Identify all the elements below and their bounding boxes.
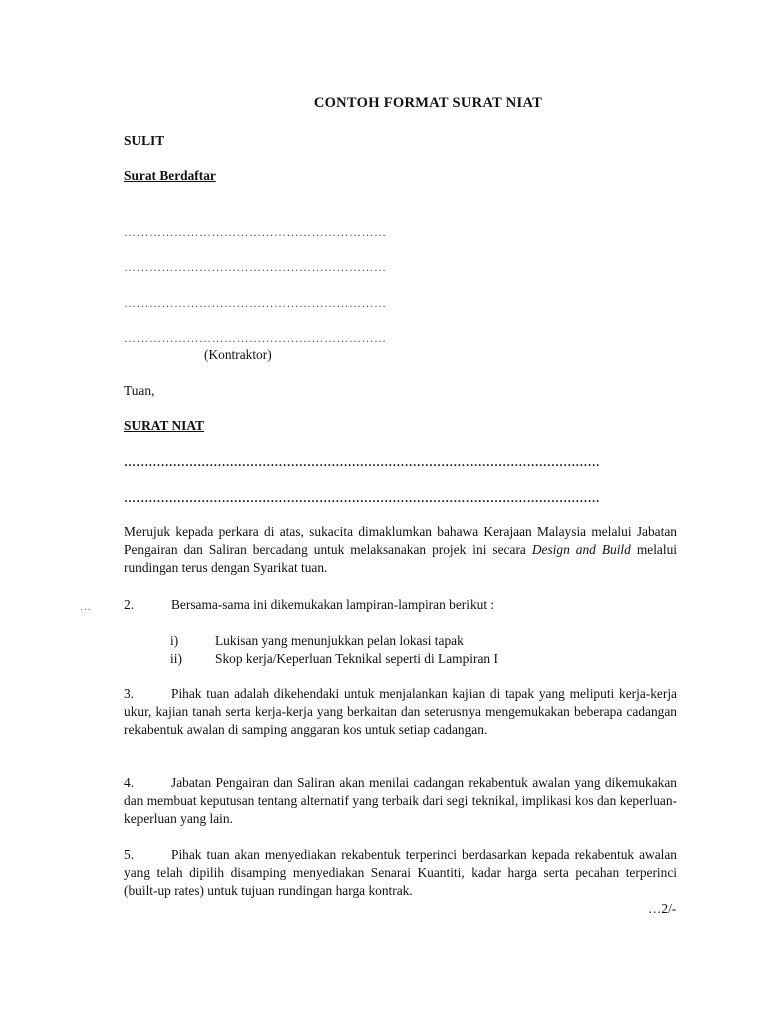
list-item-number: i) xyxy=(170,633,179,648)
para3-text: Pihak tuan adalah dikehendaki untuk menjalankan kajian di tapak yang meliputi kerja-kerja ukur, kajian tanah serta kerja-kerja yang berkaitan dan seterusnya mengemukakan beberapa cadangan rekabentuk awalan di samping anggaran kos untuk setiap cadangan. xyxy=(124,686,677,737)
recipient-label: (Kontraktor) xyxy=(204,347,272,362)
intro-text: Merujuk kepada perkara di atas, sukacita dimaklumkan bahawa Kerajaan Malaysia melalui Jabatan Pengairan dan Saliran bercadang untuk melaksanakan projek ini secara xyxy=(124,524,677,557)
address-line: ……………………………………………………… xyxy=(124,225,387,239)
list-item: Lukisan yang menunjukkan pelan lokasi tapak xyxy=(215,633,464,648)
list-item: Skop kerja/Keperluan Teknikal seperti di Lampiran I xyxy=(215,651,498,666)
para5-text: Pihak tuan akan menyediakan rekabentuk terperinci berdasarkan kepada rekabentuk awalan yang telah dipilih disamping menyediakan Senarai Kuantiti, kadar harga serta pecahan terperinci (built-up rates) untuk tujuan rundingan harga kontrak. xyxy=(124,847,677,898)
subject-heading: SURAT NIAT xyxy=(124,418,204,433)
paragraph-4 xyxy=(124,774,677,828)
classification-label: SULIT xyxy=(124,133,165,148)
para2-text: Bersama-sama ini dikemukakan lampiran-lampiran berikut : xyxy=(171,597,495,612)
para4-text: Jabatan Pengairan dan Saliran akan menilai cadangan rekabentuk awalan yang dikemukakan dan membuat keputusan tentang alternatif yang terbaik dari segi teknikal, implikasi kos dan keperluan-keperluan yang lain. xyxy=(124,775,677,826)
salutation: Tuan, xyxy=(124,383,155,398)
document-title: CONTOH FORMAT SURAT NIAT xyxy=(313,95,543,111)
list-item-number: ii) xyxy=(170,651,182,666)
para3-number: 3. xyxy=(124,686,135,701)
mail-type-label: Surat Berdaftar xyxy=(124,168,216,183)
address-line: ……………………………………………………… xyxy=(124,331,387,345)
margin-note: … xyxy=(80,601,91,613)
intro-paragraph xyxy=(124,523,677,577)
intro-italic-text: Design and Build xyxy=(531,542,631,557)
paragraph-5 xyxy=(124,846,677,900)
subject-line: ……………………………………………………………………………………………………… xyxy=(124,455,600,469)
para2-number: 2. xyxy=(124,597,135,612)
intro-text-end: melalui rundingan terus dengan Syarikat tuan. xyxy=(124,542,677,575)
page-marker: …2/- xyxy=(648,901,677,916)
paragraph-3 xyxy=(124,685,677,739)
subject-line: ……………………………………………………………………………………………………… xyxy=(124,491,600,505)
para5-number: 5. xyxy=(124,847,135,862)
address-line: ……………………………………………………… xyxy=(124,260,387,274)
para4-number: 4. xyxy=(124,775,135,790)
address-line: ……………………………………………………… xyxy=(124,296,387,310)
